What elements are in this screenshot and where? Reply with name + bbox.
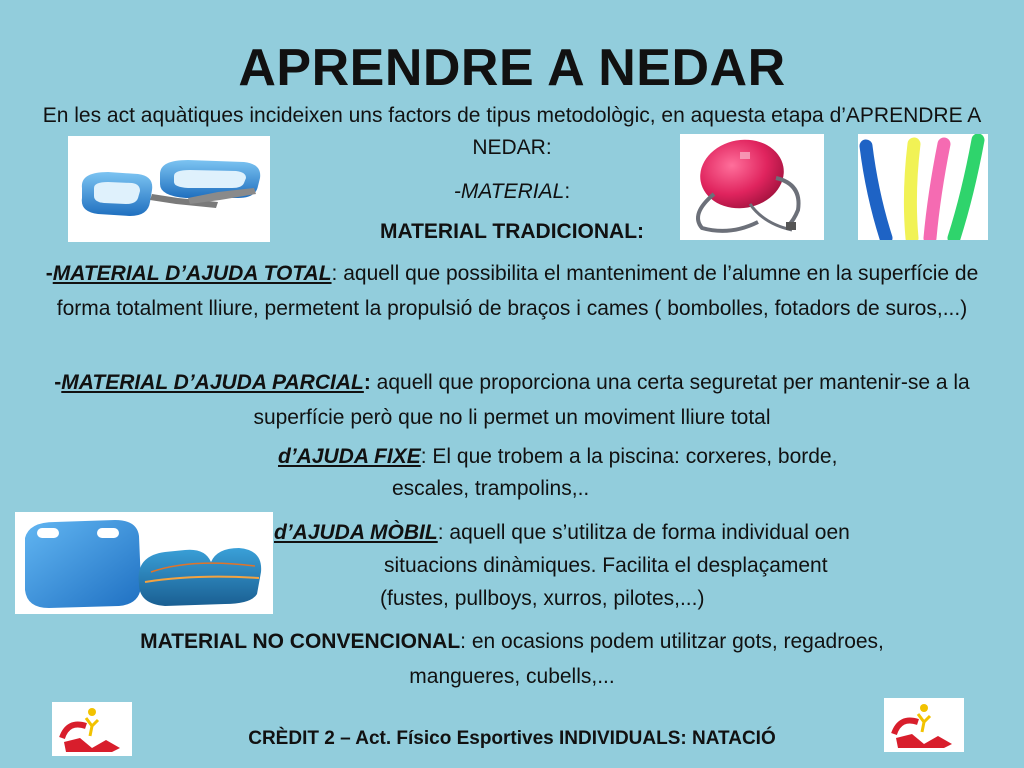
armbands-image: [68, 136, 270, 242]
total-help-paragraph: [28, 256, 996, 326]
fixed-help-text: : El que trobem a la piscina: corxeres, borde,: [420, 445, 838, 468]
mobile-help-text: : aquell que s’utilitza de forma individual oen: [437, 521, 850, 544]
material-label-colon: :: [564, 180, 571, 203]
non-conventional-paragraph: [100, 624, 924, 694]
page-title: APRENDRE A NEDAR: [238, 39, 786, 97]
partial-help-text: aquell que proporciona una certa seguretat per mantenir-se a la superfície però que no li permet un moviment lliure total: [253, 371, 970, 429]
kickboard-pullbuoy-image: [15, 512, 273, 614]
mobile-help-continuation-1: situacions dinàmiques. Facilita el desplaçament: [384, 554, 828, 577]
swimmer-logo-icon: [884, 698, 964, 752]
total-prefix: -: [45, 262, 53, 285]
intro-text: En les act aquàtiques incideixen uns factors de tipus metodològic, en aquesta etapa d’APRENDRE A NEDAR:: [42, 104, 982, 159]
mobile-help-term: d’AJUDA MÒBIL: [274, 521, 438, 544]
mobile-help-continuation-2: (fustes, pullboys, xurros, pilotes,...): [380, 587, 705, 610]
mobile-help-paragraph: [274, 516, 1014, 615]
fixed-help-term: d’AJUDA FIXE: [278, 445, 421, 468]
material-label-text: -MATERIAL: [453, 180, 565, 203]
total-help-term: MATERIAL D’AJUDA TOTAL: [52, 262, 332, 285]
non-conventional-term: MATERIAL NO CONVENCIONAL: [140, 630, 461, 653]
swim-float-image: [680, 134, 824, 240]
parcial-prefix: -: [54, 371, 62, 394]
pool-noodles-image: [858, 134, 988, 240]
total-help-text: : aquell que possibilita el manteniment de l’alumne en la superfície de forma totalment lliure, permetent la propulsió de braços i cames ( bombolles, fotadors de suros,...): [56, 262, 979, 320]
non-conventional-text: : en ocasions podem utilitzar gots, regadroes, mangueres, cubells,...: [409, 630, 884, 688]
fixed-help-paragraph: [278, 441, 978, 505]
swimmer-logo-icon: [52, 702, 132, 756]
parcial-colon: :: [363, 371, 371, 394]
partial-help-paragraph: [28, 365, 996, 435]
partial-help-term: MATERIAL D’AJUDA PARCIAL: [61, 371, 364, 394]
traditional-material-label: MATERIAL TRADICIONAL:: [379, 220, 645, 243]
fixed-help-continuation: escales, trampolins,..: [392, 477, 590, 500]
footer-credit: CRÈDIT 2 – Act. Físico Esportives INDIVIDUALS: NATACIÓ: [248, 728, 776, 749]
